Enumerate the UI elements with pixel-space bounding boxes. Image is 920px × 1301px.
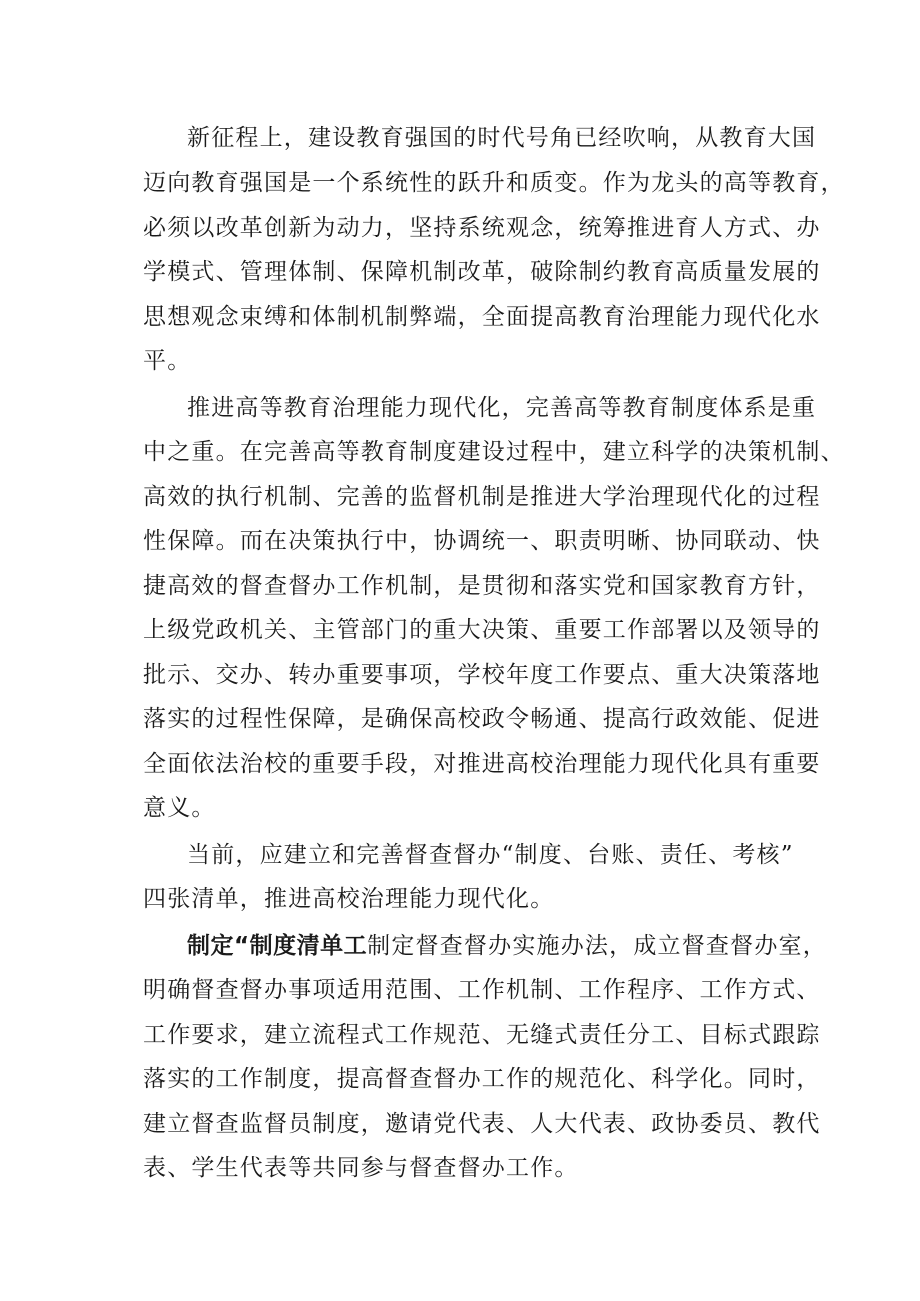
paragraph-4-line-6: 表、学生代表等共同参与督查督办工作。 — [143, 1155, 579, 1181]
paragraph-2-line-7: 批示、交办、转办重要事项，学校年度工作要点、重大决策落地 — [143, 662, 821, 688]
paragraph-3-line-2: 四张清单，推进高校治理能力现代化。 — [143, 886, 555, 912]
paragraph-4-line-3: 工作要求，建立流程式工作规范、无缝式责任分工、目标式跟踪 — [143, 1022, 821, 1048]
paragraph-2-line-6: 上级党政机关、主管部门的重大决策、重要工作部署以及领导的 — [143, 617, 821, 643]
paragraph-2-line-10: 意义。 — [143, 795, 216, 821]
paragraph-4-heading: 制定“制度清单工 — [187, 933, 368, 959]
paragraph-3-line-1: 当前，应建立和完善督查督办“制度、台账、责任、考核” — [187, 842, 794, 868]
paragraph-2-line-8: 落实的过程性保障，是确保高校政令畅通、提高行政效能、促进 — [143, 706, 821, 732]
paragraph-4-line-5: 建立督查监督员制度，邀请党代表、人大代表、政协委员、教代 — [143, 1111, 821, 1137]
paragraph-1-line-6: 平。 — [143, 348, 192, 374]
paragraph-2-line-5: 捷高效的督查督办工作机制，是贯彻和落实党和国家教育方针， — [143, 573, 821, 599]
paragraph-1-line-5: 思想观念束缚和体制机制弊端，全面提高教育治理能力现代化水 — [143, 304, 821, 330]
paragraph-1-line-4: 学模式、管理体制、保障机制改革，破除制约教育高质量发展的 — [143, 259, 821, 285]
paragraph-4-line-1-text: 制定督查督办实施办法，成立督查督办室， — [367, 933, 827, 959]
paragraph-2-line-1: 推进高等教育治理能力现代化，完善高等教育制度体系是重 — [187, 395, 817, 421]
paragraph-4-line-2: 明确督查督办事项适用范围、工作机制、工作程序、工作方式、 — [143, 977, 821, 1003]
paragraph-1-line-3: 必须以改革创新为动力，坚持系统观念，统筹推进育人方式、办 — [143, 215, 821, 241]
paragraph-2-line-2: 中之重。在完善高等教育制度建设过程中，建立科学的决策机制、 — [143, 439, 845, 465]
paragraph-2-line-4: 性保障。而在决策执行中，协调统一、职责明晰、协同联动、快 — [143, 528, 821, 554]
paragraph-4-line-1 — [187, 931, 827, 961]
paragraph-1-line-1: 新征程上，建设教育强国的时代号角已经吹响，从教育大国 — [187, 125, 817, 151]
paragraph-2-line-9: 全面依法治校的重要手段，对推进高校治理能力现代化具有重要 — [143, 751, 821, 777]
paragraph-1-line-2: 迈向教育强国是一个系统性的跃升和质变。作为龙头的高等教育， — [143, 170, 845, 196]
paragraph-4-line-4: 落实的工作制度，提高督查督办工作的规范化、科学化。同时， — [143, 1066, 821, 1092]
paragraph-2-line-3: 高效的执行机制、完善的监督机制是推进大学治理现代化的过程 — [143, 484, 821, 510]
